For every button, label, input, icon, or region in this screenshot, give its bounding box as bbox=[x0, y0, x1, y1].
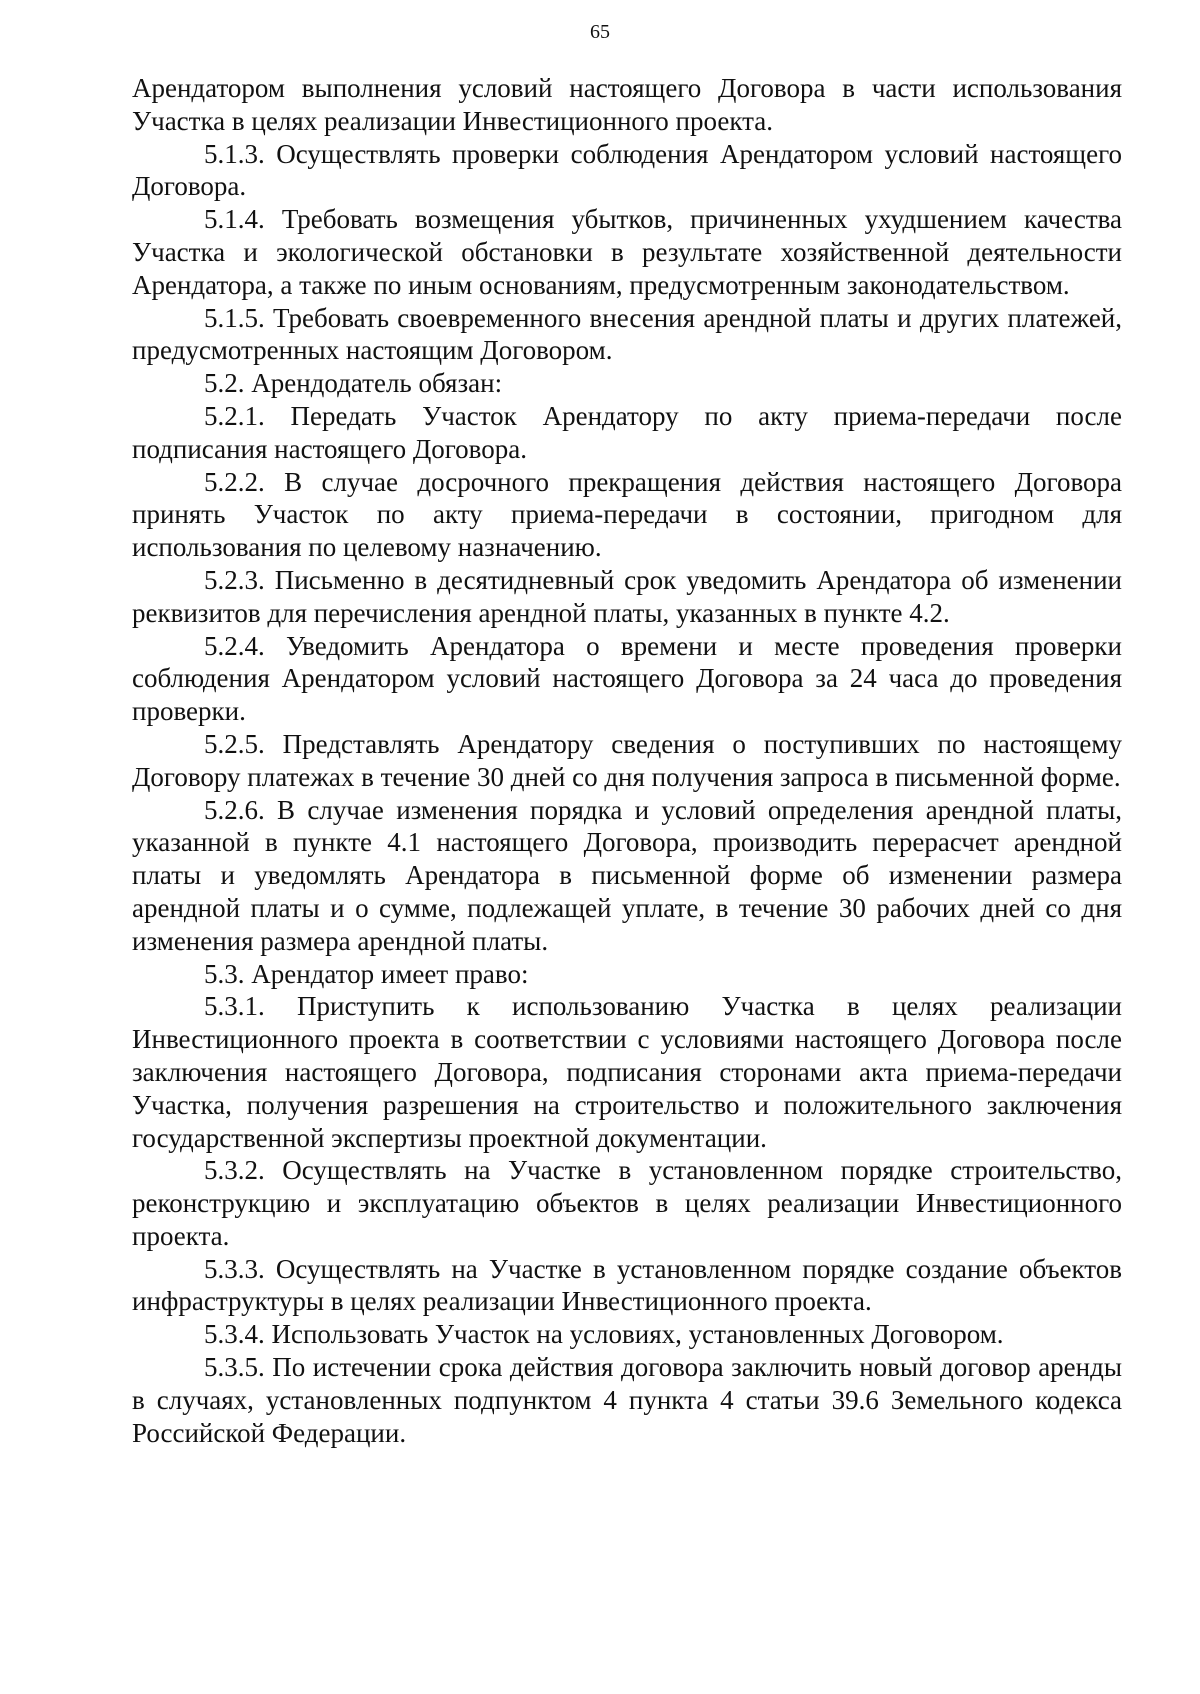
paragraph-continuation: Арендатором выполнения условий настоящего Договора в части использования Участка в целях реализации Инвестиционного проекта. bbox=[132, 73, 1122, 136]
clause-5-1-4: 5.1.4. Требовать возмещения убытков, причиненных ухудшением качества Участка и экологической обстановки в результате хозяйственной деятельности Арендатора, а также по иным основаниям, предусмотренным законодательством. bbox=[132, 204, 1122, 300]
section-5-3-heading: 5.3. Арендатор имеет право: bbox=[204, 958, 529, 989]
clause-5-2-6: 5.2.6. В случае изменения порядка и условий определения арендной платы, указанной в пункте 4.1 настоящего Договора, производить перерасчет арендной платы и уведомлять Арендатора в письменной форме об изменении размера арендной платы и о сумме, подлежащей уплате, в течение 30 рабочих дней со дня изменения размера арендной платы. bbox=[132, 794, 1122, 956]
clause-5-2-1: 5.2.1. Передать Участок Арендатору по акту приема-передачи после подписания настоящего Договора. bbox=[132, 400, 1122, 464]
clause-5-2-4: 5.2.4. Уведомить Арендатора о времени и месте проведения проверки соблюдения Арендатором условий настоящего Договора за 24 часа до проведения проверки. bbox=[132, 630, 1122, 727]
clause-5-3-2: 5.3.2. Осуществлять на Участке в установленном порядке строительство, реконструкцию и эксплуатацию объектов в целях реализации Инвестиционного проекта. bbox=[132, 1155, 1122, 1251]
page-number: 65 bbox=[590, 21, 610, 43]
clause-5-1-3: 5.1.3. Осуществлять проверки соблюдения Арендатором условий настоящего Договора. bbox=[132, 138, 1122, 202]
clause-5-3-3: 5.3.3. Осуществлять на Участке в установленном порядке создание объектов инфраструктуры в целях реализации Инвестиционного проекта. bbox=[132, 1253, 1122, 1317]
clause-5-2-5: 5.2.5. Представлять Арендатору сведения о поступивших по настоящему Договору платежах в течение 30 дней со дня получения запроса в письменной форме. bbox=[132, 728, 1122, 792]
section-5-2-heading: 5.2. Арендодатель обязан: bbox=[204, 368, 503, 399]
clause-5-2-3: 5.2.3. Письменно в десятидневный срок уведомить Арендатора об изменении реквизитов для перечисления арендной платы, указанных в пункте 4.2. bbox=[132, 564, 1122, 628]
clause-5-1-5: 5.1.5. Требовать своевременного внесения арендной платы и других платежей, предусмотренных настоящим Договором. bbox=[132, 302, 1122, 366]
clause-5-3-5: 5.3.5. По истечении срока действия договора заключить новый договор аренды в случаях, установленных подпунктом 4 пункта 4 статьи 39.6 Земельного кодекса Российской Федерации. bbox=[132, 1352, 1122, 1448]
clause-5-2-2: 5.2.2. В случае досрочного прекращения действия настоящего Договора принять Участок по акту приема-передачи в состоянии, пригодном для использования по целевому назначению. bbox=[132, 466, 1122, 563]
document-body bbox=[132, 72, 1122, 1449]
clause-5-3-4: 5.3.4. Использовать Участок на условиях, установленных Договором. bbox=[204, 1319, 1004, 1350]
clause-5-3-1: 5.3.1. Приступить к использованию Участка в целях реализации Инвестиционного проекта в соответствии с условиями настоящего Договора после заключения настоящего Договора, подписания сторонами акта приема-передачи Участка, получения разрешения на строительство и положительного заключения государственной экспертизы проектной документации. bbox=[132, 991, 1122, 1153]
